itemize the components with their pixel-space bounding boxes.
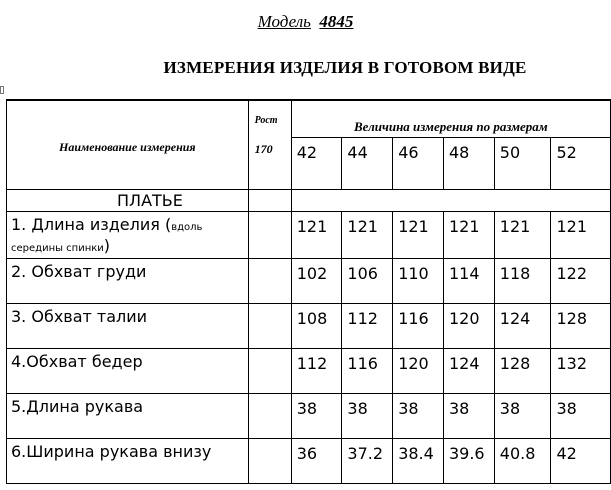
value-cell: 38.4 <box>393 439 444 484</box>
table-move-handle[interactable] <box>0 86 4 94</box>
value-cell: 37.2 <box>342 439 393 484</box>
value-cell: 132 <box>551 349 611 394</box>
table-row <box>7 212 611 259</box>
size-header: 50 <box>494 138 551 190</box>
value-cell: 124 <box>494 304 551 349</box>
height-cell <box>248 394 291 439</box>
row-name: 4.Обхват бедер <box>7 349 249 394</box>
value-cell: 120 <box>393 349 444 394</box>
value-cell: 120 <box>443 304 494 349</box>
row-name: 2. Обхват груди <box>7 259 249 304</box>
value-cell: 102 <box>291 259 342 304</box>
height-label: Рост <box>254 115 278 126</box>
row-name: 6.Ширина рукава внизу <box>7 439 249 484</box>
value-cell: 108 <box>291 304 342 349</box>
size-header: 52 <box>551 138 611 190</box>
value-cell: 106 <box>342 259 393 304</box>
value-cell: 112 <box>342 304 393 349</box>
height-cell <box>248 212 291 259</box>
value-cell: 121 <box>291 212 342 259</box>
height-cell <box>248 259 291 304</box>
value-cell: 121 <box>551 212 611 259</box>
value-cell: 124 <box>443 349 494 394</box>
size-header: 44 <box>342 138 393 190</box>
empty-cell <box>248 190 291 212</box>
row-name: 3. Обхват талии <box>7 304 249 349</box>
value-cell: 112 <box>291 349 342 394</box>
section-title-dress: ПЛАТЬЕ <box>7 190 249 212</box>
value-cell: 128 <box>494 349 551 394</box>
header-height <box>248 100 291 190</box>
value-cell: 40.8 <box>494 439 551 484</box>
height-cell <box>248 304 291 349</box>
height-value: 170 <box>254 142 273 156</box>
height-cell <box>248 349 291 394</box>
model-label: Модель <box>257 12 311 31</box>
value-cell: 116 <box>393 304 444 349</box>
empty-cell <box>291 190 610 212</box>
model-number: 4845 <box>319 12 354 31</box>
value-cell: 38 <box>551 394 611 439</box>
size-header: 46 <box>393 138 444 190</box>
value-cell: 128 <box>551 304 611 349</box>
size-header: 48 <box>443 138 494 190</box>
value-cell: 121 <box>443 212 494 259</box>
value-cell: 38 <box>443 394 494 439</box>
value-cell: 121 <box>393 212 444 259</box>
value-cell: 42 <box>551 439 611 484</box>
table-row <box>7 439 611 484</box>
row-name: 1. Длина изделия (вдоль середины спинки) <box>7 212 249 259</box>
table-row <box>7 349 611 394</box>
table-row <box>7 259 611 304</box>
model-title <box>0 12 611 32</box>
value-cell: 39.6 <box>443 439 494 484</box>
value-cell: 116 <box>342 349 393 394</box>
table-row <box>7 394 611 439</box>
value-cell: 121 <box>494 212 551 259</box>
header-measurement-name: Наименование измерения <box>7 100 249 190</box>
value-cell: 118 <box>494 259 551 304</box>
value-cell: 38 <box>494 394 551 439</box>
measurements-table <box>6 99 611 484</box>
value-cell: 121 <box>342 212 393 259</box>
header-size-values: Величина измерения по размерам <box>291 100 610 138</box>
document-heading: ИЗМЕРЕНИЯ ИЗДЕЛИЯ В ГОТОВОМ ВИДЕ <box>163 58 527 77</box>
size-header: 42 <box>291 138 342 190</box>
value-cell: 38 <box>291 394 342 439</box>
height-cell <box>248 439 291 484</box>
value-cell: 38 <box>393 394 444 439</box>
table-row <box>7 304 611 349</box>
value-cell: 114 <box>443 259 494 304</box>
row-name: 5.Длина рукава <box>7 394 249 439</box>
value-cell: 36 <box>291 439 342 484</box>
value-cell: 110 <box>393 259 444 304</box>
value-cell: 122 <box>551 259 611 304</box>
value-cell: 38 <box>342 394 393 439</box>
